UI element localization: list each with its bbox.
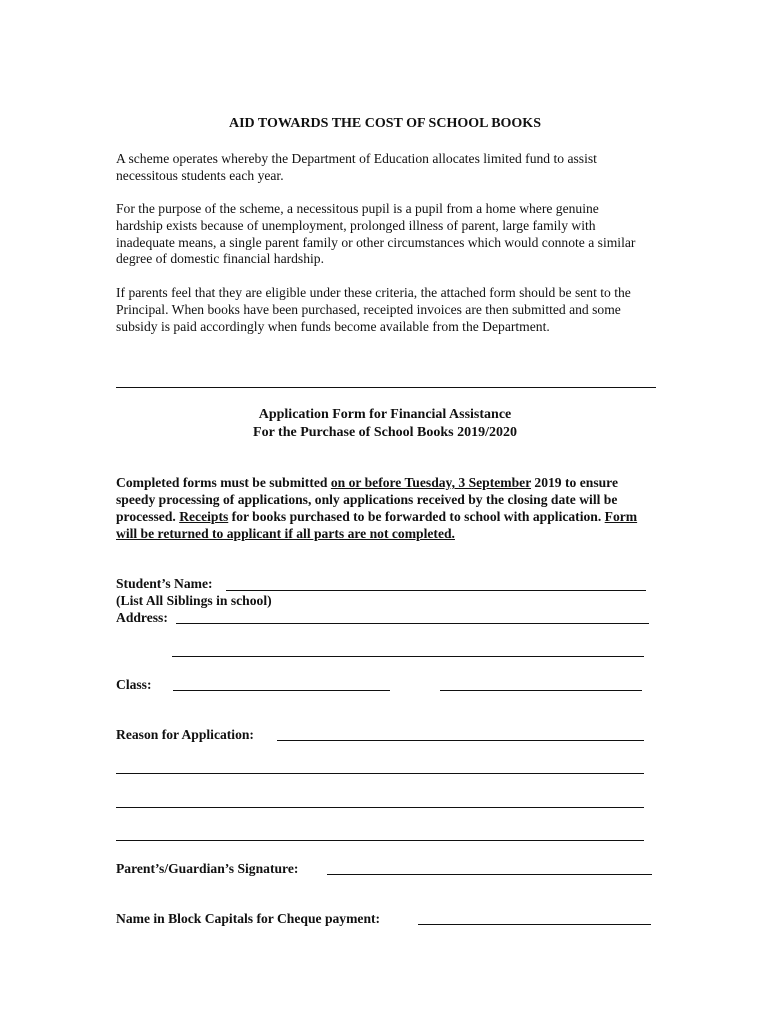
reason-label: Reason for Application: <box>116 727 254 742</box>
address-field-1[interactable] <box>176 623 649 624</box>
block-capitals-field[interactable] <box>418 924 651 925</box>
eligibility-paragraph: For the purpose of the scheme, a necessitous pupil is a pupil from a home where genuine hardship exists because of unemployment, prolonged illness of parent, large family with inadequate means, a single parent family or other circumstances which would connote a similar degree of domestic financial hardship. <box>116 201 636 267</box>
reason-field-3[interactable] <box>116 807 644 808</box>
notice-warning: Form will be returned to applicant if all parts are not completed. <box>116 509 638 541</box>
form-title-line-1: Application Form for Financial Assistance <box>258 407 512 422</box>
form-title-line-2: For the Purchase of School Books 2019/2020 <box>253 425 517 440</box>
signature-field[interactable] <box>327 874 652 875</box>
notice-text-3: for books purchased to be forwarded to school with application. <box>228 509 605 524</box>
notice-text-1: Completed forms must be submitted <box>116 475 331 490</box>
notice-deadline: on or before Tuesday, 3 September <box>330 475 532 490</box>
reason-field-2[interactable] <box>116 773 644 774</box>
signature-label: Parent’s/Guardian’s Signature: <box>116 861 299 876</box>
procedure-paragraph: If parents feel that they are eligible under these criteria, the attached form should be sent to the Principal. When books have been purchased, receipted invoices are then submitted and some subsidy is paid accordingly when funds become available from the Department. <box>116 285 631 334</box>
address-label: Address: <box>116 610 168 625</box>
student-name-label: Student’s Name: <box>116 576 213 591</box>
reason-field-1[interactable] <box>277 740 644 741</box>
student-name-field[interactable] <box>226 590 646 591</box>
class-label: Class: <box>116 677 152 692</box>
siblings-note: (List All Siblings in school) <box>116 593 272 608</box>
reason-field-4[interactable] <box>116 840 644 841</box>
block-capitals-label: Name in Block Capitals for Cheque payment: <box>116 911 381 926</box>
notice-text-2: 2019 to ensure speedy processing of applications, only applications received by the closing date will be processed. <box>116 475 618 524</box>
section-divider <box>116 387 656 388</box>
notice-receipts: Receipts <box>179 509 229 524</box>
document-title: AID TOWARDS THE COST OF SCHOOL BOOKS <box>229 116 541 131</box>
class-field-1[interactable] <box>173 690 390 691</box>
class-field-2[interactable] <box>440 690 642 691</box>
intro-paragraph: A scheme operates whereby the Department of Education allocates limited fund to assist necessitous students each year. <box>116 151 597 183</box>
address-field-2[interactable] <box>172 656 644 657</box>
submission-notice <box>116 474 651 542</box>
